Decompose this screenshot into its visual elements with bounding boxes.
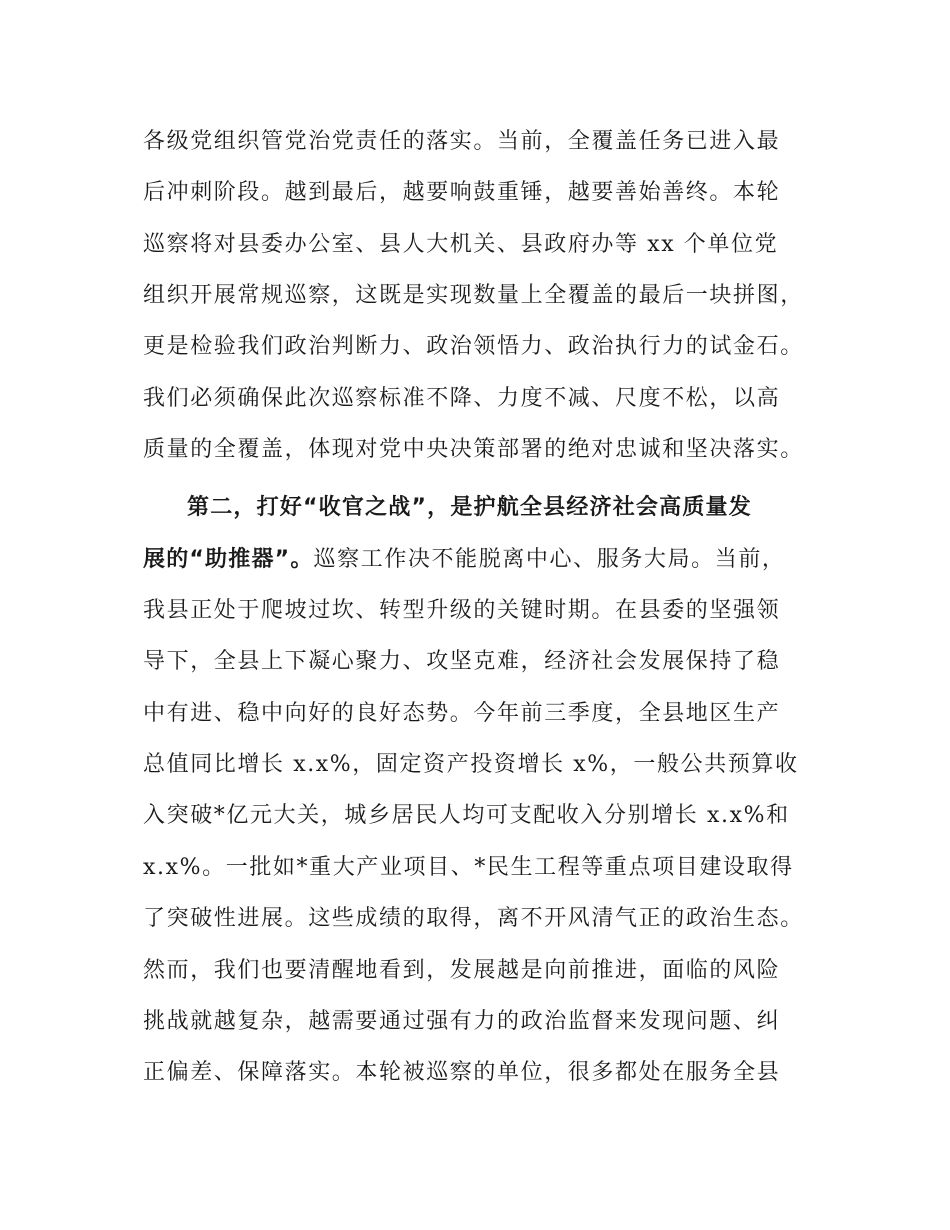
paragraph1-line-2: 后冲刺阶段。越到最后，越要响鼓重锤，越要善始善终。本轮 [143, 180, 781, 205]
paragraph1-line-1: 各级党组织管党治党责任的落实。当前，全覆盖任务已进入最 [143, 129, 781, 154]
paragraph1-line-3: 巡察将对县委办公室、县人大机关、县政府办等 xx 个单位党 [143, 232, 779, 257]
paragraph2-line-3: 导下，全县上下凝心聚力、攻坚克难，经济社会发展保持了稳 [143, 649, 781, 674]
paragraph2-line-6: 入突破*亿元大关，城乡居民人均可支配收入分别增长 x.x%和 [143, 803, 790, 828]
paragraph1-line-6: 我们必须确保此次巡察标准不降、力度不减、尺度不松，以高 [143, 386, 781, 411]
paragraph2-line-7: x.x%。一批如*重大产业项目、*民生工程等重点项目建设取得 [143, 855, 794, 880]
paragraph2-line-11: 正偏差、保障落实。本轮被巡察的单位，很多都处在服务全县 [143, 1060, 781, 1085]
paragraph2-line-4: 中有进、稳中向好的良好态势。今年前三季度，全县地区生产 [143, 701, 781, 726]
paragraph1-line-4: 组织开展常规巡察，这既是实现数量上全覆盖的最后一块拼图， [143, 283, 804, 308]
paragraph2-line-9: 然而，我们也要清醒地看到，发展越是向前推进，面临的风险 [143, 958, 781, 983]
paragraph2-line-1 [143, 549, 786, 571]
paragraph2-line-8: 了突破性进展。这些成绩的取得，离不开风清气正的政治生态。 [143, 906, 804, 931]
paragraph2-heading-line-2: 展的“助推器”。 [143, 547, 314, 572]
paragraph2-line-5: 总值同比增长 x.x%，固定资产投资增长 x%，一般公共预算收 [143, 752, 799, 777]
paragraph2-line-1-rest: 巡察工作决不能脱离中心、服务大局。当前， [313, 547, 786, 572]
paragraph2-line-2: 我县正处于爬坡过坎、转型升级的关键时期。在县委的坚强领 [143, 598, 781, 623]
paragraph2-heading-line-1: 第二，打好“收官之战”，是护航全县经济社会高质量发 [187, 495, 752, 520]
paragraph1-line-7: 质量的全覆盖，体现对党中央决策部署的绝对忠诚和坚决落实。 [143, 437, 804, 462]
paragraph2-line-10: 挑战就越复杂，越需要通过强有力的政治监督来发现问题、纠 [143, 1009, 781, 1034]
paragraph1-line-5: 更是检验我们政治判断力、政治领悟力、政治执行力的试金石。 [143, 334, 804, 359]
